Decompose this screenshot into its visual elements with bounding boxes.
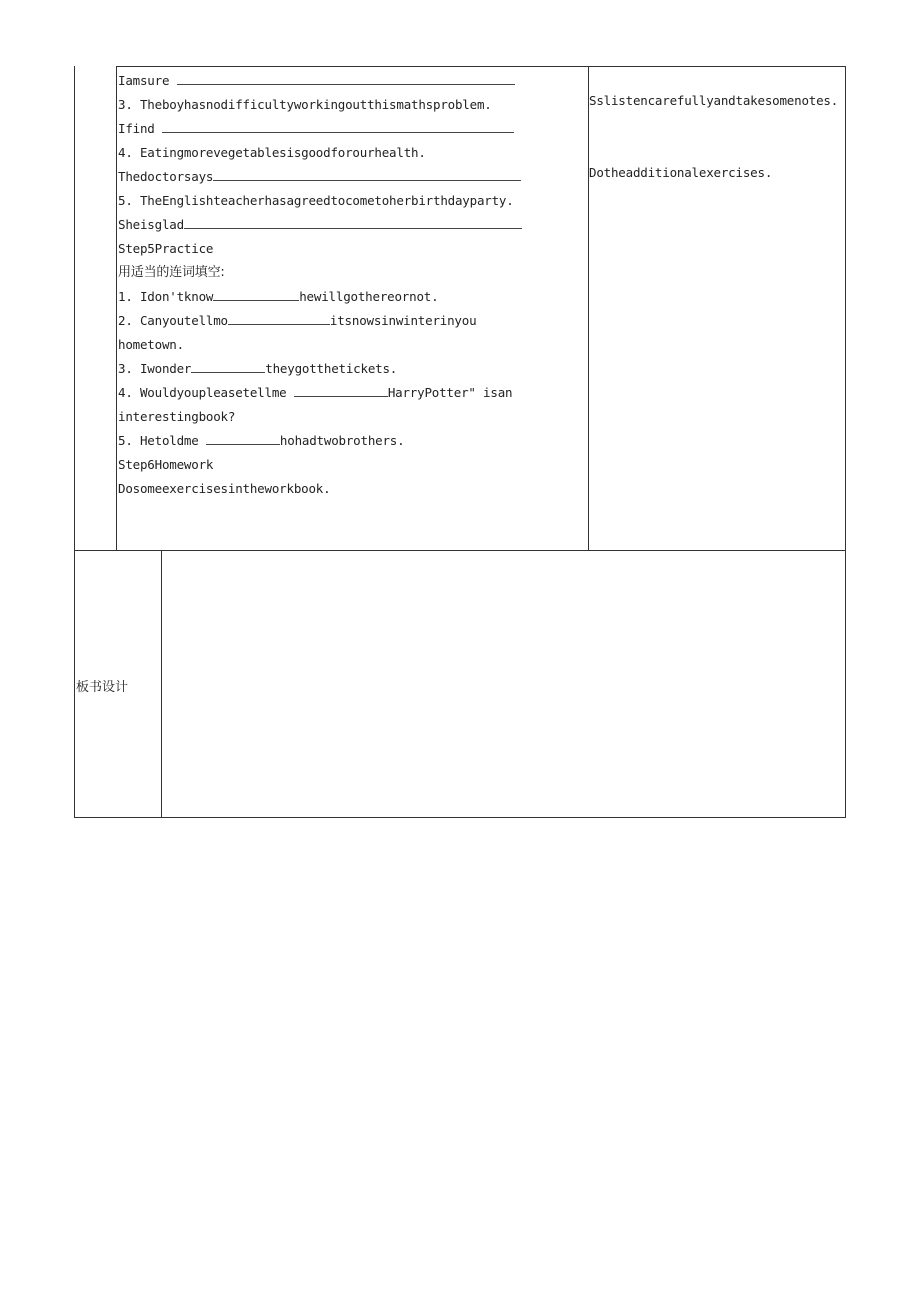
- practice-item: 2. Canyoutellmo itsnowsinwinterinyou: [118, 309, 586, 333]
- table-bottom-border: [74, 817, 846, 818]
- board-design-area: [162, 551, 844, 817]
- sentence-line: 3. Theboyhasnodifficultyworkingoutthismathsproblem.: [118, 97, 492, 112]
- table-top-border: [116, 66, 846, 67]
- answer-blank: [184, 214, 522, 229]
- practice-instruction: 用适当的连词填空:: [118, 265, 225, 280]
- student-activity-note-2: Dotheadditionalexercises.: [589, 165, 773, 180]
- practice-item-continued: hometown.: [118, 337, 184, 352]
- answer-blank: [162, 118, 514, 133]
- sentence-line: Sheisglad: [118, 213, 586, 237]
- answer-blank: [177, 70, 515, 85]
- teaching-steps-cell: [118, 69, 586, 501]
- practice-item: 4. Wouldyoupleasetellme HarryPotter" isan: [118, 381, 586, 405]
- table-right-border: [845, 66, 846, 818]
- step5-heading: Step5Practice: [118, 241, 214, 256]
- practice-item: 3. Iwonder theygotthetickets.: [118, 357, 586, 381]
- table-outer-left-border: [74, 66, 75, 818]
- practice-item: 5. Hetoldme hohadtwobrothers.: [118, 429, 586, 453]
- step6-heading: Step6Homework: [118, 457, 214, 472]
- sentence-line: Thedoctorsays: [118, 165, 586, 189]
- answer-blank: [228, 310, 330, 325]
- answer-blank: [206, 430, 280, 445]
- sentence-line: Ifind: [118, 117, 586, 141]
- table-middle-divider: [588, 66, 589, 550]
- answer-blank: [213, 286, 299, 301]
- answer-blank: [191, 358, 265, 373]
- board-design-label: 板书设计: [76, 680, 129, 695]
- homework-line: Dosomeexercisesintheworkbook.: [118, 481, 331, 496]
- practice-item: 1. Idon'tknow hewillgothereornot.: [118, 285, 586, 309]
- answer-blank: [294, 382, 388, 397]
- table-inner-left-border: [116, 66, 117, 550]
- practice-item-continued: interestingbook?: [118, 409, 236, 424]
- sentence-line: 5. TheEnglishteacherhasagreedtocometoherbirthdayparty.: [118, 193, 514, 208]
- student-activity-note-1: Sslistencarefullyandtakesomenotes.: [589, 93, 839, 108]
- sentence-line: 4. Eatingmorevegetablesisgoodforourhealth.: [118, 145, 426, 160]
- sentence-line: Iamsure: [118, 69, 586, 93]
- answer-blank: [213, 166, 521, 181]
